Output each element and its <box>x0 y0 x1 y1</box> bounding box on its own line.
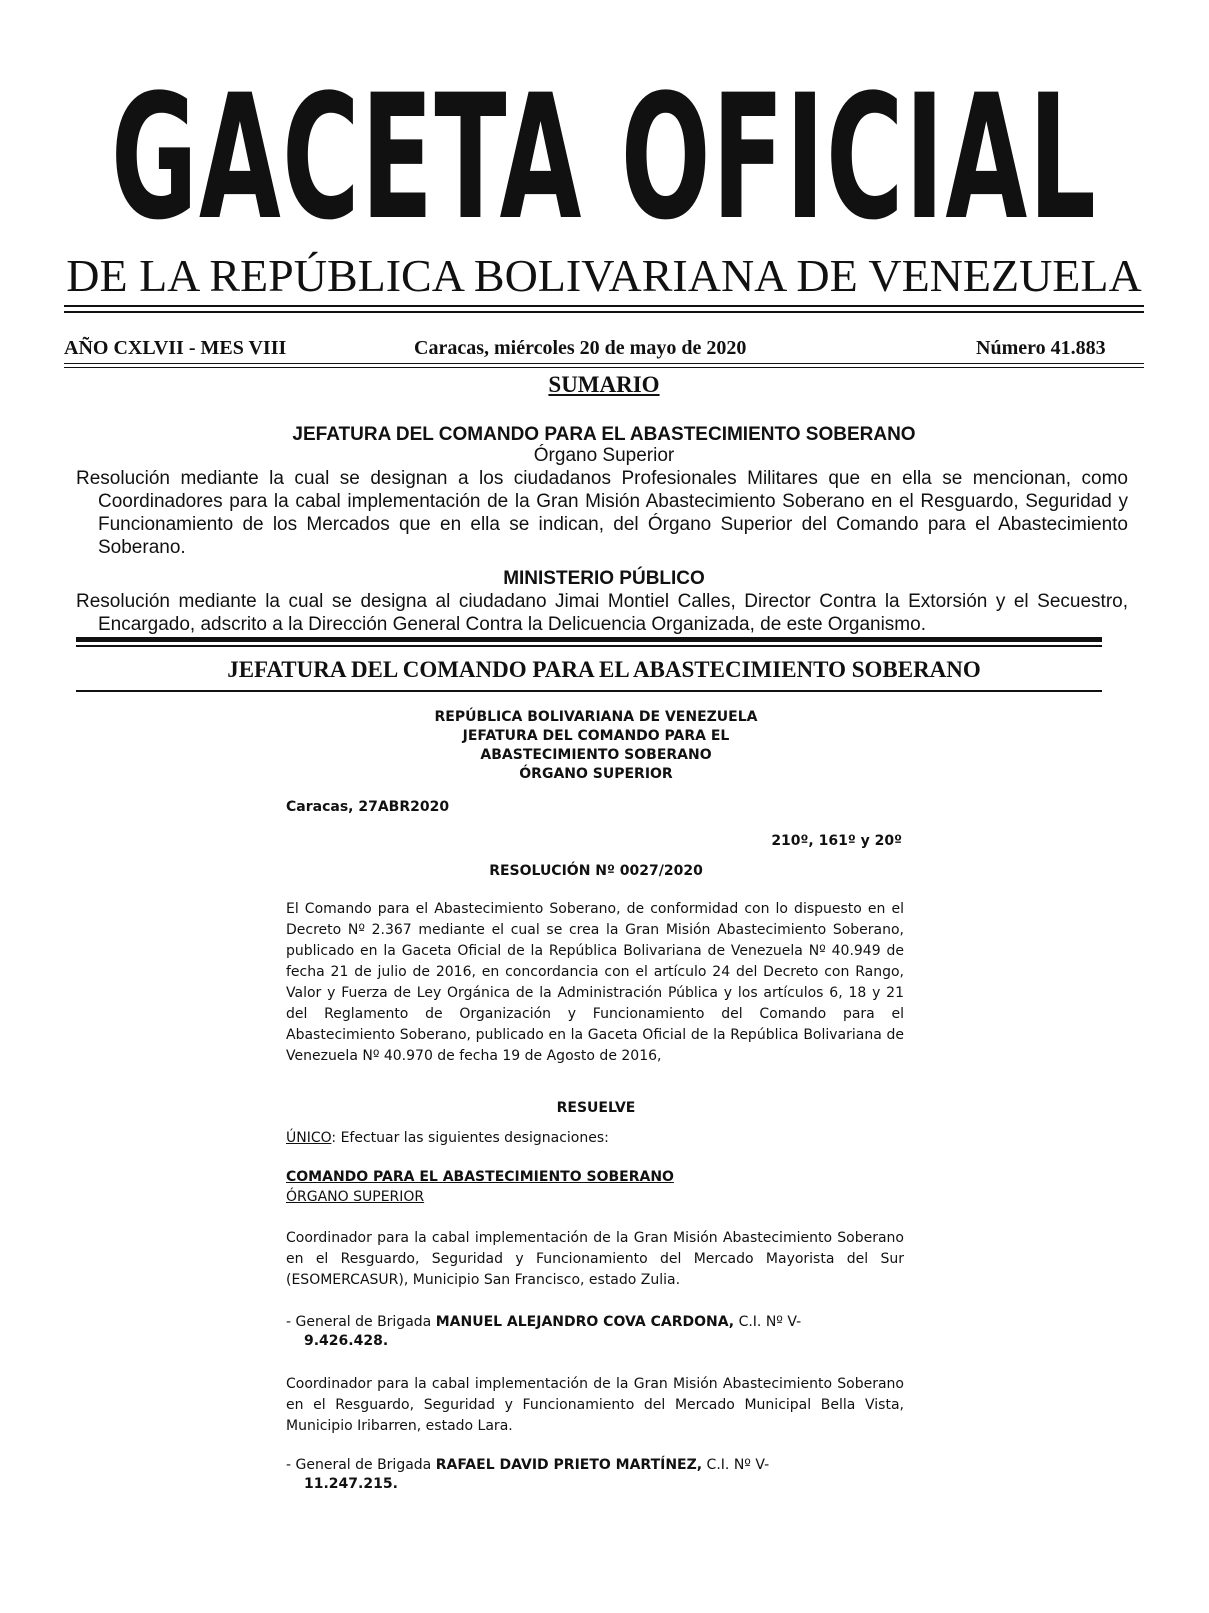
header-line: REPÚBLICA BOLIVARIANA DE VENEZUELA <box>434 709 758 725</box>
sumario-org-2: MINISTERIO PÚBLICO <box>503 568 705 589</box>
org-title: COMANDO PARA EL ABASTECIMIENTO SOBERANO <box>286 1169 674 1185</box>
section-title: JEFATURA DEL COMANDO PARA EL ABASTECIMIENTO SOBERANO <box>227 657 981 682</box>
header-line: JEFATURA DEL COMANDO PARA EL <box>462 728 730 744</box>
header-line: ABASTECIMIENTO SOBERANO <box>480 747 712 763</box>
header-line: ÓRGANO SUPERIOR <box>519 766 673 782</box>
year-month: AÑO CXLVII - MES VIII <box>64 337 287 359</box>
designation-ci-number: 9.426.428. <box>304 1333 389 1349</box>
designation-person <box>286 1312 904 1333</box>
unico-line <box>286 1128 609 1149</box>
section-rule-bottom <box>76 690 1102 692</box>
designation-ci-prefix: C.I. Nº V- <box>702 1457 770 1473</box>
place-date: Caracas, 27ABR2020 <box>286 799 450 815</box>
designation-person <box>286 1455 904 1476</box>
designation-text: Coordinador para la cabal implementación de la Gran Misión Abastecimiento Soberano en el Resguardo, Seguridad y Funcionamiento del Mercado Mayorista del Sur (ESOMERCASUR), Municipio San Francisco, estado Zulia. <box>286 1230 904 1288</box>
designation-name: RAFAEL DAVID PRIETO MARTÍNEZ, <box>435 1457 703 1473</box>
designation-ci-number: 11.247.215. <box>304 1476 398 1492</box>
sumario-heading: SUMARIO <box>548 372 660 397</box>
sumario-text-2: Resolución mediante la cual se designa al ciudadano Jimai Montiel Calles, Director Contra la Extorsión y el Secuestro, Encargado, adscrito a la Dirección General Contra la Delicuencia Organizada, de este Organismo. <box>76 591 1128 635</box>
unico-label: ÚNICO <box>286 1130 332 1146</box>
masthead-subtitle: DE LA REPÚBLICA BOLIVARIANA DE VENEZUELA <box>66 250 1142 301</box>
issue-number: Número 41.883 <box>976 337 1106 359</box>
designation-rank: - General de Brigada <box>286 1314 436 1330</box>
section-rule-thick <box>76 637 1102 642</box>
masthead-rule-bottom <box>64 311 1144 313</box>
designation-text: Coordinador para la cabal implementación de la Gran Misión Abastecimiento Soberano en el Resguardo, Seguridad y Funcionamiento del Mercado Municipal Bella Vista, Municipio Iribarren, estado Lara. <box>286 1376 904 1434</box>
masthead-title: GACETA OFICIAL <box>110 58 1098 258</box>
designation-ci-prefix: C.I. Nº V- <box>734 1314 802 1330</box>
meta-rule-1 <box>64 363 1144 364</box>
masthead-rule-top <box>64 305 1144 307</box>
meta-rule-2 <box>64 367 1144 368</box>
sumario-org-1: JEFATURA DEL COMANDO PARA EL ABASTECIMIENTO SOBERANO <box>292 424 916 445</box>
sumario-text-1: Resolución mediante la cual se designan a los ciudadanos Profesionales Militares que en ella se mencionan, como Coordinadores para la cabal implementación de la Gran Misión Abastecimiento Soberano en el Resguardo, Seguridad y Funcionamiento de los Mercados que en ella se indican, del Órgano Superior del Comando para el Abastecimiento Soberano. <box>76 468 1128 558</box>
resolution-number: RESOLUCIÓN Nº 0027/2020 <box>489 863 703 879</box>
section-rule-thin <box>76 645 1102 647</box>
designation-name: MANUEL ALEJANDRO COVA CARDONA, <box>435 1314 735 1330</box>
unico-text: : Efectuar las siguientes designaciones: <box>331 1130 609 1146</box>
sumario-sub-1: Órgano Superior <box>533 445 675 466</box>
masthead <box>64 58 1144 258</box>
org-sub: ÓRGANO SUPERIOR <box>286 1189 425 1205</box>
preamble: El Comando para el Abastecimiento Soberano, de conformidad con lo dispuesto en el Decreto Nº 2.367 mediante el cual se crea la Gran Misión Abastecimiento Soberano, publicado en la Gaceta Oficial de la República Bolivariana de Venezuela Nº 40.949 de fecha 21 de julio de 2016, en concordancia con el artículo 24 del Decreto con Rango, Valor y Fuerza de Ley Orgánica de la Administración Pública y los artículos 6, 18 y 21 del Reglamento de Organización y Funcionamiento del Comando para el Abastecimiento Soberano, publicado en la Gaceta Oficial de la República Bolivariana de Venezuela Nº 40.970 de fecha 19 de Agosto de 2016, <box>286 901 904 1064</box>
issue-date: Caracas, miércoles 20 de mayo de 2020 <box>414 337 747 359</box>
designation-rank: - General de Brigada <box>286 1457 436 1473</box>
resolution-header <box>286 708 906 784</box>
years-count: 210º, 161º y 20º <box>771 833 902 849</box>
resuelve: RESUELVE <box>556 1100 636 1116</box>
